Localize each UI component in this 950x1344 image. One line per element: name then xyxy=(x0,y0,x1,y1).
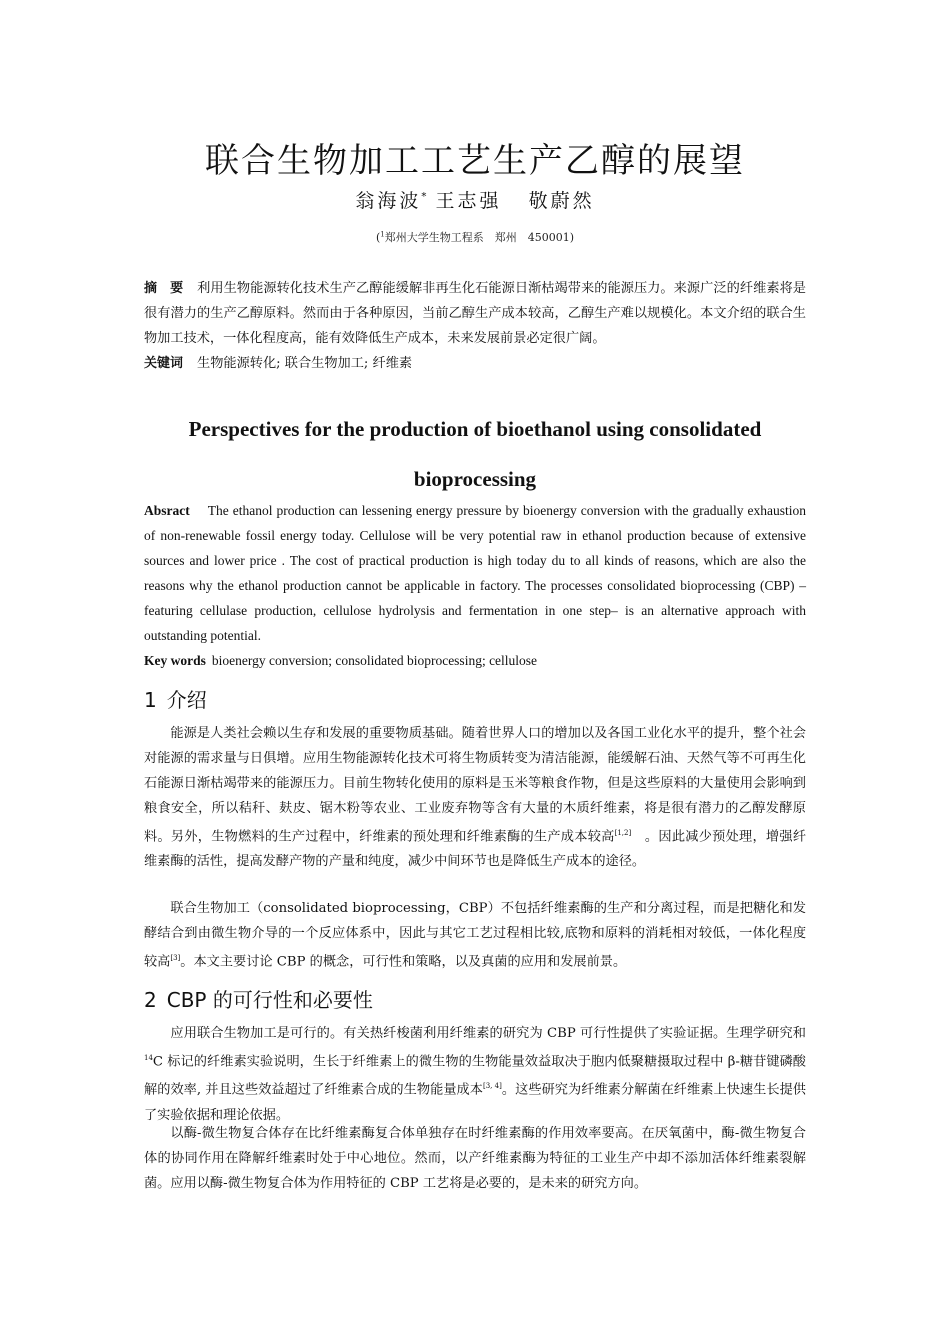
author-1: 翁海波 xyxy=(355,190,422,212)
abstract-text-zh: 利用生物能源转化技术生产乙醇能缓解非再生化石能源日渐枯竭带来的能源压力。来源广泛的纤维素将是很有潜力的生产乙醇原料。然而由于各种原因，当前乙醇生产成本较高，乙醇生产难以规模化。本文介绍的联合生物加工技术，一体化程度高，能有效降低生产成本，未来发展前景必定很广阔。 xyxy=(144,281,806,346)
keywords-label-zh: 关键词 xyxy=(144,356,184,371)
author-2: 王志强 xyxy=(435,190,502,212)
keywords-text-zh: 生物能源转化; 联合生物加工; 纤维素 xyxy=(197,356,413,371)
section-1-heading xyxy=(144,684,806,713)
section-1-number: 1 xyxy=(144,688,157,712)
chinese-title: 联合生物加工工艺生产乙醇的展望 xyxy=(205,141,745,181)
affiliation-mark: 1 xyxy=(380,230,385,239)
citation: [1,2] xyxy=(614,829,632,837)
chinese-abstract xyxy=(144,276,806,351)
citation: [3, 4] xyxy=(483,1082,502,1091)
isotope-mark: 14 xyxy=(144,1054,153,1062)
section-2-title: CBP 的可行性和必要性 xyxy=(166,988,373,1012)
affiliation: ($^1$郑州大学生物工程系 郑州 450001) xyxy=(375,230,575,244)
abstract-text-en: The ethanol production can lessening energy pressure by bioenergy conversion with the gradually exhaustion of non-renewable fossil energy today. Cellulose will be very potential raw in ethanol production because of extensive sources and lower price . The cost of practical production is high today du to all kinds of reasons, which are also the reasons why the ethanol production cannot be applicable in factory. The processes consolidated bioprocessing (CBP) – featuring cellulase production, cellulose hydrolysis and fermentation in one step– is an alternative approach with outstanding potential. xyxy=(144,503,806,643)
citation: [3] xyxy=(170,954,181,962)
section-2-paragraph-2: 以酶-微生物复合体存在比纤维素酶复合体单独存在时纤维素酶的作用效率要高。在厌氧菌中，酶-微生物复合体的协同作用在降解纤维素时处于中心地位。然而，以产纤维素酶为特征的工业生产中却不添加活体纤维素裂解菌。应用以酶-微生物复合体为作用特征的 CBP 工艺将是必要的，是未来的研究方向。 xyxy=(144,1126,806,1191)
section-2-paragraph-1: 应用联合生物加工是可行的。有关热纤梭菌利用纤维素的研究为 CBP 可行性提供了实验证据。生理学研究和 $^{14}$C 标记的纤维素实验说明，生长于纤维素上的微生物的生物能量效益取决于胞内低聚糖摄取过程中 β-糖苷键磷酸解的效率, 并且这些效益超过了纤维素合成的生物能量成本[3, 4]。这些研究为纤维素分解菌在纤维素上快速生长提供了实验依据和理论依据。 xyxy=(144,1026,806,1123)
section-1-paragraph-1: 能源是人类社会赖以生存和发展的重要物质基础。随着世界人口的增加以及各国工业化水平的提升，整个社会对能源的需求量与日俱增。应用生物能源转化技术可将生物质转变为清洁能源，能缓解石油、天然气等不可再生化石能源日渐枯竭带来的能源压力。目前生物转化使用的原料是玉米等粮食作物，但是这些原料的大量使用会影响到粮食安全，所以秸秆、麸皮、锯木粉等农业、工业废弃物等含有大量的木质纤维素，将是很有潜力的乙醇发酵原料。另外，生物燃料的生产过程中，纤维素的预处理和纤维素酶的生产成本较高[1,2] 。因此减少预处理，增强纤维素酶的活性，提高发酵产物的产量和纯度，减少中间环节也是降低生产成本的途径。 xyxy=(144,726,807,870)
chinese-keywords xyxy=(144,351,806,376)
section-2-heading xyxy=(144,984,806,1013)
author-3: 敬蔚然 xyxy=(528,190,595,212)
keywords-text-en: bioenergy conversion; consolidated bioprocessing; cellulose xyxy=(211,653,538,668)
english-keywords xyxy=(144,648,806,673)
keywords-label-en: Key words xyxy=(144,653,206,668)
english-title: Perspectives for the production of bioethanol using consolidated bioprocessing xyxy=(188,417,762,491)
abstract-label-en: Absract xyxy=(144,503,190,518)
section-1-title: 介绍 xyxy=(166,688,207,712)
section-1-paragraph-2: 联合生物加工（consolidated bioprocessing，CBP）不包括纤维素酶的生产和分离过程，而是把糖化和发酵结合到由微生物介导的一个反应体系中，因此与其它工艺过程相比较,底物和原料的消耗相对较低，一体化程度较高[3]。本文主要讨论 CBP 的概念，可行性和策略，以及真菌的应用和发展前景。 xyxy=(144,901,806,970)
affiliation-text: 郑州大学生物工程系 郑州 450001) xyxy=(384,231,575,244)
section-2-number: 2 xyxy=(144,988,157,1012)
author-list xyxy=(144,186,806,213)
english-abstract xyxy=(144,498,806,648)
abstract-label-zh: 摘 要 xyxy=(144,281,184,296)
corresponding-author-mark: * xyxy=(421,191,427,203)
